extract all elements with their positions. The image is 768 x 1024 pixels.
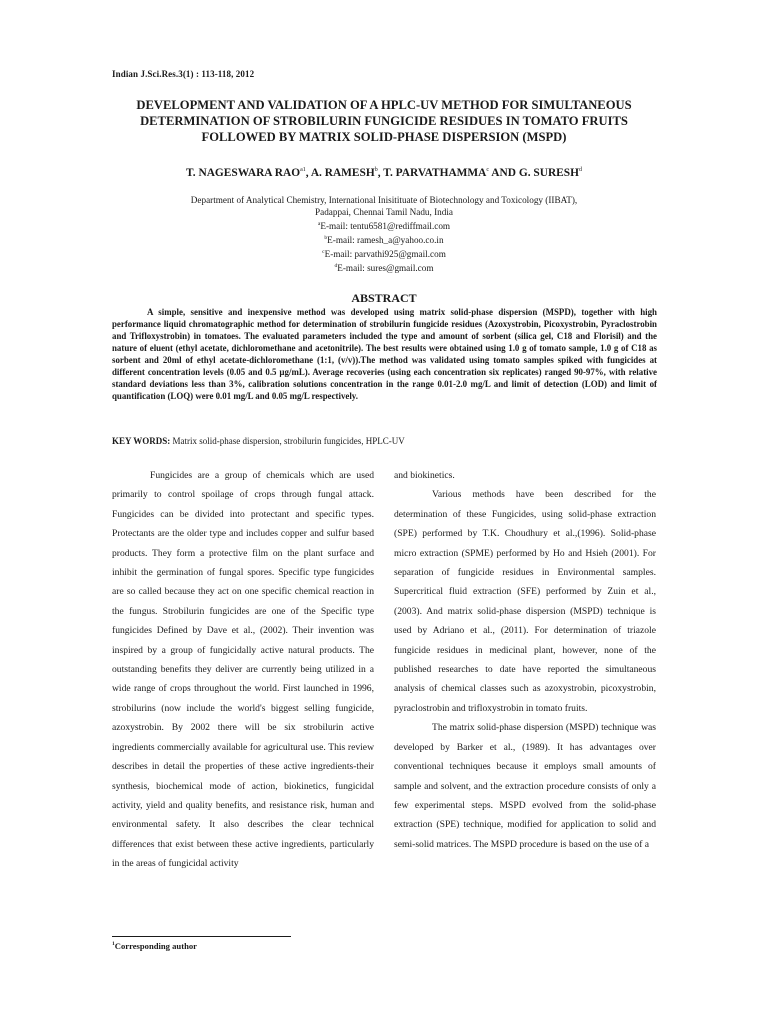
email-text: E-mail: sures@gmail.com	[337, 263, 434, 273]
author-name: G. SURESH	[518, 167, 579, 179]
email-line	[100, 246, 668, 260]
email-line	[100, 218, 668, 232]
abstract-heading: ABSTRACT	[351, 291, 417, 305]
email-superscript: a	[317, 221, 321, 227]
affiliation-line: Department of Analytical Chemistry, International Inisitituate of Biotechnology and Toxicology (IIBAT),	[190, 195, 578, 205]
body-column-right	[394, 466, 656, 854]
email-superscript: d	[334, 263, 338, 269]
keywords-text: Matrix solid-phase dispersion, strobilurin fungicides, HPLC-UV	[170, 436, 405, 446]
journal-reference: Indian J.Sci.Res.3(1) : 113-118, 2012	[112, 69, 255, 79]
author-name: T. PARVATHAMMA	[383, 167, 487, 179]
affiliation-block	[100, 194, 668, 274]
author-separator: ,	[377, 167, 384, 179]
title-line-3: FOLLOWED BY MATRIX SOLID-PHASE DISPERSION (MSPD)	[201, 130, 567, 144]
footnote-divider	[112, 936, 291, 937]
author-superscript: b	[374, 167, 378, 173]
author-name: T. NAGESWARA RAO	[186, 167, 301, 179]
footnote-text: Corresponding author	[114, 941, 197, 951]
body-paragraph: and biokinetics.	[394, 470, 455, 481]
author-name: A. RAMESH	[310, 167, 375, 179]
keywords-label: KEY WORDS:	[112, 436, 171, 446]
email-text: E-mail: parvathi925@gmail.com	[324, 249, 446, 259]
title-line-2: DETERMINATION OF STROBILURIN FUNGICIDE RESIDUES IN TOMATO FRUITS	[140, 114, 628, 128]
body-paragraph: Various methods have been described for the determination of these Fungicides, using solid-phase extraction (SPE) performed by T.K. Choudhury et al.,(1996). Solid-phase micro extraction (SPME) performed by Ho and Hsieh (2001). For separation of fungicide residues in Environmental samples. Supercritical fluid extraction (SFE) performed by Zuin et al., (2003). And matrix solid-phase dispersion (MSPD) technique is used by Adriano et al., (2011). For determination of triazole fungicide residues in medicinal plant, however, none of the published researches to date have reported the simultaneous analysis of chemical classes such as azoxystrobin, picoxystrobin, pyraclostrobin and trifloxystrobin in tomato fruits.	[394, 489, 656, 714]
keywords-line	[112, 436, 657, 446]
body-column-left	[112, 466, 374, 874]
footnote-superscript: 1	[112, 941, 115, 947]
email-line	[100, 232, 668, 246]
title-line-1: DEVELOPMENT AND VALIDATION OF A HPLC-UV METHOD FOR SIMULTANEOUS	[136, 98, 632, 112]
body-paragraph: Fungicides are a group of chemicals which are used primarily to control spoilage of crops through fungal attack. Fungicides can be divided into protectant and specific types. Protectants are the older type and includes copper and sulfur based products. They form a protective film on the plant surface and inhibit the germination of fungal spores. Specific type fungicides are so called because they act on one specific chemical reaction in the fungus. Strobilurin fungicides are one of the Specific type fungicides Defined by Dave et al., (2002). Their invention was inspired by a group of fungicidally active natural products. The outstanding benefits they deliver are currently being utilized in a wide range of crops throughout the world. First launched in 1996, strobilurins (now include the world's biggest selling fungicide, azoxystrobin. By 2002 there will be six strobilurin active ingredients commercially available for agricultural use. This review describes in detail the properties of these active ingredients-their synthesis, biochemical mode of action, biokinetics, fungicidal activity, yield and quality benefits, and resistance risk, human and environmental safety. It also describes the clear technical differences that exist between these active ingredients, particularly in the areas of fungicidal activity	[112, 470, 374, 870]
author-superscript: d	[578, 167, 582, 173]
footnote	[112, 941, 197, 951]
email-text: E-mail: ramesh_a@yahoo.co.in	[327, 235, 444, 245]
author-list	[100, 167, 668, 179]
author-superscript: c	[486, 167, 490, 173]
abstract-text: A simple, sensitive and inexpensive method was developed using matrix solid-phase dispersion (MSPD), together with high performance liquid chromatographic method for determination of strobilurin fungicide residues (Azoxystrobin, Picoxystrobin, Pyraclostrobin and Trifloxystrobin) in tomatoes. The evaluated parameters included the type and amount of sorbent (silica gel, C18 and Florisil) and the nature of eluent (ethyl acetate, dichloromethane and acetonitrile). The best results were obtained using 1.0 g of tomato sample, 1.0 g of C18 as sorbent and 20ml of ethyl acetate-dichloromethane (1:1, (v/v)).The method was validated using tomato samples spiked with fungicides at different concentration levels (0.05 and 0.5 µg/mL). Average recoveries (using each concentration six replicates) ranged 90-97%, with relative standard deviations less than 3%, calibration solutions concentration in the range 0.01-2.0 mg/L and limit of detection (LOD) and limit of quantification (LOQ) were 0.01 mg/L and 0.05 mg/L respectively.	[112, 307, 657, 401]
affiliation-line: Padappai, Chennai Tamil Nadu, India	[315, 207, 453, 217]
email-line	[100, 260, 668, 274]
author-separator: ,	[305, 167, 311, 179]
paper-title	[100, 97, 668, 145]
email-text: E-mail: tentu6581@rediffmail.com	[320, 221, 451, 231]
email-superscript: c	[322, 249, 325, 255]
author-superscript: a1	[300, 167, 306, 173]
body-paragraph: The matrix solid-phase dispersion (MSPD) technique was developed by Barker et al., (1989). It has advantages over conventional techniques because it employs small amounts of sample and solvent, and the extraction procedure consists of only a few experimental steps. MSPD evolved from the solid-phase extraction (SPE) technique, modified for application to solid and semi-solid matrices. The MSPD procedure is based on the use of a	[394, 722, 656, 850]
author-separator: AND	[489, 167, 519, 179]
email-superscript: b	[324, 235, 328, 241]
